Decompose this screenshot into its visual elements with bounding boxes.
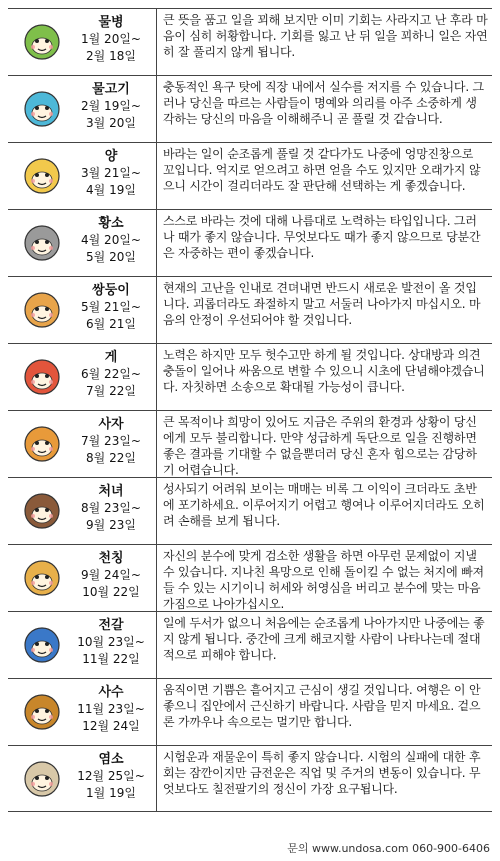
sign-date: 12월 25일~ bbox=[77, 769, 145, 783]
sign-cell bbox=[8, 9, 156, 75]
sign-date: 2월 18일 bbox=[86, 49, 136, 63]
sign-label bbox=[66, 679, 156, 735]
sign-date: 10월 23일~ bbox=[77, 635, 145, 649]
sign-label bbox=[66, 612, 156, 668]
fortune-text: 바라는 일이 순조롭게 풀릴 것 같다가도 나중에 엉망진창으로 꼬입니다. 억지로 얻으려고 하면 얻을 수도 있지만 오래가지 않으니 시간이 걸리더라도 잘 판단해 선택하는 게 좋겠습니다. bbox=[156, 143, 492, 209]
aquarius-icon bbox=[18, 17, 66, 65]
sign-date: 3월 20일 bbox=[86, 116, 136, 130]
pisces-icon bbox=[18, 84, 66, 132]
sign-label bbox=[66, 478, 156, 534]
sign-cell bbox=[8, 277, 156, 343]
sign-cell bbox=[8, 478, 156, 544]
sign-row bbox=[8, 276, 492, 343]
sign-label bbox=[66, 545, 156, 601]
sign-date: 4월 19일 bbox=[86, 183, 136, 197]
sign-row bbox=[8, 75, 492, 142]
fortune-text: 스스로 바라는 것에 대해 나름대로 노력하는 타입입니다. 그러나 때가 좋지 않습니다. 무엇보다도 때가 좋지 않으므로 당분간은 자중하는 편이 좋겠습니다. bbox=[156, 210, 492, 276]
sign-name: 사자 bbox=[98, 417, 124, 432]
footer-contact: 문의 www.undosa.com 060-900-6406 bbox=[287, 842, 490, 855]
sign-date: 10월 22일 bbox=[82, 585, 140, 599]
sign-name: 처녀 bbox=[98, 484, 124, 499]
sign-label bbox=[66, 210, 156, 266]
sign-label bbox=[66, 411, 156, 467]
sign-date: 1월 19일 bbox=[86, 786, 136, 800]
sign-name: 사수 bbox=[98, 685, 124, 700]
sign-date: 12월 24일 bbox=[82, 719, 140, 733]
sign-date: 8월 23일~ bbox=[81, 501, 141, 515]
fortune-text: 움직이면 기쁨은 흩어지고 근심이 생길 것입니다. 여행은 이 안 좋으니 집안에서 근신하기 바랍니다. 사람을 믿지 마세요. 겉으론 가까우나 속으로는 멀기만 합니다. bbox=[156, 679, 492, 745]
fortune-text: 시험운과 재물운이 특히 좋지 않습니다. 시험의 실패에 대한 후회는 잠깐이지만 금전운은 직업 및 주거의 변동이 있습니다. 무엇보다도 칠전팔기의 정신이 가장 요구됩니다. bbox=[156, 746, 492, 811]
sign-label bbox=[66, 344, 156, 400]
sign-name: 물고기 bbox=[92, 82, 130, 97]
fortune-text: 현재의 고난을 인내로 견뎌내면 반드시 새로운 발전이 올 것입니다. 괴롭더라도 좌절하지 말고 서둘러 나아가지 마십시오. 마음의 안정이 우선되어야 할 것입니다. bbox=[156, 277, 492, 343]
sign-date: 4월 20일~ bbox=[81, 233, 141, 247]
sign-date: 1월 20일~ bbox=[81, 32, 141, 46]
capricorn-icon bbox=[18, 754, 66, 802]
sign-row bbox=[8, 745, 492, 812]
sign-cell bbox=[8, 411, 156, 477]
leo-icon bbox=[18, 419, 66, 467]
fortune-text: 일에 두서가 없으니 처음에는 순조롭게 나아가지만 나중에는 좋지 않게 됩니다. 중간에 크게 해코지할 사람이 나타나는데 절대적으로 피해야 합니다. bbox=[156, 612, 492, 678]
sign-date: 5월 21일~ bbox=[81, 300, 141, 314]
taurus-icon bbox=[18, 218, 66, 266]
sign-row bbox=[8, 343, 492, 410]
sign-name: 물병 bbox=[98, 15, 124, 30]
sign-date: 9월 24일~ bbox=[81, 568, 141, 582]
sagittarius-icon bbox=[18, 687, 66, 735]
fortune-text: 성사되기 어려워 보이는 매매는 비록 그 이익이 크더라도 초반에 포기하세요. 이루어지기 어렵고 행여나 이루어지더라도 오히려 손해를 보게 됩니다. bbox=[156, 478, 492, 544]
sign-date: 5월 20일 bbox=[86, 250, 136, 264]
sign-cell bbox=[8, 143, 156, 209]
sign-label bbox=[66, 746, 156, 802]
sign-row bbox=[8, 477, 492, 544]
fortune-text: 큰 목적이나 희망이 있어도 지금은 주위의 환경과 상황이 당신에게 모두 불리합니다. 만약 성급하게 독단으로 일을 진행하면 좋은 결과를 기대할 수 없을뿐더러 당신 혼자 힘으로는 감당하기 어렵습니다. bbox=[156, 411, 492, 477]
sign-name: 게 bbox=[104, 350, 118, 365]
sign-row bbox=[8, 8, 492, 75]
sign-name: 염소 bbox=[98, 752, 124, 767]
sign-date: 3월 21일~ bbox=[81, 166, 141, 180]
sign-name: 황소 bbox=[98, 216, 124, 231]
sign-name: 쌍둥이 bbox=[92, 283, 130, 298]
fortune-text: 노력은 하지만 모두 헛수고만 하게 될 것입니다. 상대방과 의견 충돌이 일어나 싸움으로 변할 수 있으니 시초에 단념해야겠습니다. 자칫하면 소송으로 확대될 가능성이 큽니다. bbox=[156, 344, 492, 410]
sign-row bbox=[8, 678, 492, 745]
sign-label bbox=[66, 143, 156, 199]
aries-icon bbox=[18, 151, 66, 199]
sign-date: 7월 22일 bbox=[86, 384, 136, 398]
virgo-icon bbox=[18, 486, 66, 534]
sign-name: 전갈 bbox=[98, 618, 124, 633]
sign-name: 양 bbox=[104, 149, 118, 164]
sign-row bbox=[8, 209, 492, 276]
sign-row bbox=[8, 142, 492, 209]
sign-date: 8월 22일 bbox=[86, 451, 136, 465]
sign-date: 11월 23일~ bbox=[77, 702, 145, 716]
fortune-text: 충동적인 욕구 탓에 직장 내에서 실수를 저지를 수 있습니다. 그러나 당신을 따르는 사람들이 명예와 의리를 아주 소중하게 생각하는 당신의 마음을 이해해주니 곧 풀릴 것 같습니다. bbox=[156, 76, 492, 142]
sign-cell bbox=[8, 545, 156, 611]
horoscope-table bbox=[8, 8, 492, 812]
sign-cell bbox=[8, 344, 156, 410]
sign-row bbox=[8, 544, 492, 611]
sign-cell bbox=[8, 210, 156, 276]
fortune-text: 큰 뜻을 품고 일을 꾀해 보지만 이미 기회는 사라지고 난 후라 마음이 심히 허황합니다. 기회를 잃고 난 뒤 일을 꾀하니 일은 자연히 잘 풀리지 않게 됩니다. bbox=[156, 9, 492, 75]
gemini-icon bbox=[18, 285, 66, 333]
fortune-text: 자신의 분수에 맞게 검소한 생활을 하면 아무런 문제없이 지낼 수 있습니다. 지나친 욕망으로 인해 돌이킬 수 없는 처지에 빠져들 수 있는 시기이니 허세와 허영심을 버리고 분수에 맞는 마음가짐으로 나아가십시오. bbox=[156, 545, 492, 611]
sign-cell bbox=[8, 746, 156, 811]
sign-date: 7월 23일~ bbox=[81, 434, 141, 448]
sign-date: 2월 19일~ bbox=[81, 99, 141, 113]
sign-cell bbox=[8, 612, 156, 678]
sign-date: 6월 22일~ bbox=[81, 367, 141, 381]
sign-name: 천칭 bbox=[98, 551, 124, 566]
scorpio-icon bbox=[18, 620, 66, 668]
sign-cell bbox=[8, 679, 156, 745]
libra-icon bbox=[18, 553, 66, 601]
sign-date: 11월 22일 bbox=[82, 652, 140, 666]
sign-cell bbox=[8, 76, 156, 142]
sign-row bbox=[8, 410, 492, 477]
sign-date: 9월 23일 bbox=[86, 518, 136, 532]
sign-date: 6월 21일 bbox=[86, 317, 136, 331]
sign-row bbox=[8, 611, 492, 678]
sign-label bbox=[66, 76, 156, 132]
sign-label bbox=[66, 9, 156, 65]
sign-label bbox=[66, 277, 156, 333]
cancer-icon bbox=[18, 352, 66, 400]
